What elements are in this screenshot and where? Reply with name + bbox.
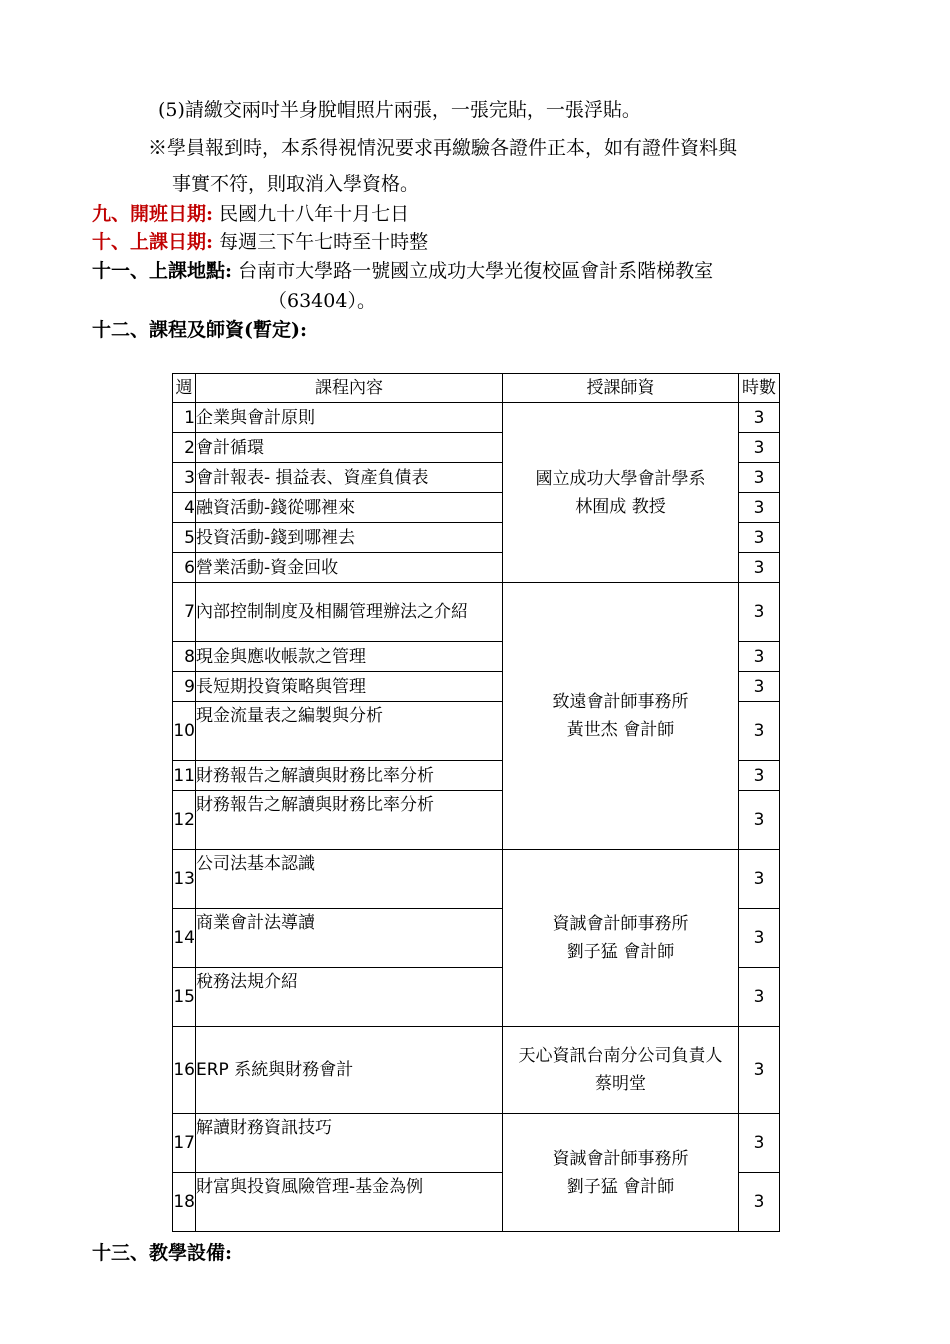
content-cell: 會計報表- 損益表、資產負債表 <box>196 463 503 493</box>
content-cell: 內部控制制度及相關管理辦法之介紹 <box>196 583 503 642</box>
week-cell: 7 <box>173 583 196 642</box>
week-cell: 8 <box>173 642 196 672</box>
week-cell: 12 <box>173 791 196 850</box>
teacher-org: 資誠會計師事務所 <box>552 914 689 934</box>
hours-cell: 3 <box>739 1173 780 1232</box>
hours-cell: 3 <box>739 761 780 791</box>
content-cell: 公司法基本認識 <box>196 850 503 909</box>
week-cell: 13 <box>173 850 196 909</box>
section-11-label: 十一、上課地點: <box>92 260 233 282</box>
section-11-value-line1: 台南市大學路一號國立成功大學光復校區會計系階梯教室 <box>238 260 714 282</box>
content-cell: 融資活動-錢從哪裡來 <box>196 493 503 523</box>
content-cell: 投資活動-錢到哪裡去 <box>196 523 503 553</box>
teacher-cell <box>503 403 739 583</box>
week-cell: 9 <box>173 672 196 702</box>
hours-cell: 3 <box>739 702 780 761</box>
header-content: 課程內容 <box>196 374 503 403</box>
content-cell: 財務報告之解讀與財務比率分析 <box>196 761 503 791</box>
table-row <box>173 583 780 642</box>
table-row <box>173 850 780 909</box>
section-10 <box>92 230 428 254</box>
content-cell: 稅務法規介紹 <box>196 968 503 1027</box>
teacher-name: 黃世杰 會計師 <box>566 720 675 740</box>
content-cell: 財富與投資風險管理-基金為例 <box>196 1173 503 1232</box>
table-header-row <box>173 374 780 403</box>
section-11 <box>92 259 713 283</box>
hours-cell: 3 <box>739 463 780 493</box>
hours-cell: 3 <box>739 583 780 642</box>
section-12-label: 十二、課程及師資(暫定): <box>92 319 307 341</box>
hours-cell: 3 <box>739 493 780 523</box>
hours-cell: 3 <box>739 909 780 968</box>
week-cell: 2 <box>173 433 196 463</box>
hours-cell: 3 <box>739 553 780 583</box>
teacher-cell <box>503 583 739 850</box>
content-cell: 企業與會計原則 <box>196 403 503 433</box>
section-13-label: 十三、教學設備: <box>92 1242 233 1264</box>
content-cell: 會計循環 <box>196 433 503 463</box>
course-table <box>172 373 780 1232</box>
content-cell: 商業會計法導讀 <box>196 909 503 968</box>
section-9-label: 九、開班日期: <box>92 203 214 225</box>
hours-cell: 3 <box>739 791 780 850</box>
content-cell: 財務報告之解讀與財務比率分析 <box>196 791 503 850</box>
note-remark-line2: 事實不符，則取消入學資格。 <box>172 173 420 195</box>
hours-cell: 3 <box>739 523 780 553</box>
hours-cell: 3 <box>739 968 780 1027</box>
teacher-name: 蔡明堂 <box>595 1074 646 1094</box>
teacher-cell <box>503 850 739 1027</box>
week-cell: 5 <box>173 523 196 553</box>
week-cell: 6 <box>173 553 196 583</box>
table-row <box>173 1027 780 1114</box>
hours-cell: 3 <box>739 1114 780 1173</box>
section-11-value-line2: （63404）。 <box>268 290 376 312</box>
teacher-org: 國立成功大學會計學系 <box>535 468 706 489</box>
teacher-name: 劉子猛 會計師 <box>566 942 675 962</box>
week-cell: 3 <box>173 463 196 493</box>
hours-cell: 3 <box>739 672 780 702</box>
teacher-cell <box>503 1027 739 1114</box>
teacher-name: 林囿成 教授 <box>575 496 666 517</box>
hours-cell: 3 <box>739 1027 780 1114</box>
section-9 <box>92 202 409 226</box>
hours-cell: 3 <box>739 642 780 672</box>
week-cell: 17 <box>173 1114 196 1173</box>
note-item-5: (5)請繳交兩吋半身脫帽照片兩張，一張完貼，一張浮貼。 <box>158 99 641 121</box>
header-hours: 時數 <box>739 374 780 403</box>
week-cell: 10 <box>173 702 196 761</box>
hours-cell: 3 <box>739 433 780 463</box>
week-cell: 18 <box>173 1173 196 1232</box>
header-week: 週 <box>173 374 196 403</box>
week-cell: 14 <box>173 909 196 968</box>
week-cell: 15 <box>173 968 196 1027</box>
content-cell: 解讀財務資訊技巧 <box>196 1114 503 1173</box>
content-cell: 長短期投資策略與管理 <box>196 672 503 702</box>
week-cell: 1 <box>173 403 196 433</box>
note-remark-line1: ※學員報到時，本系得視情況要求再繳驗各證件正本，如有證件資料與 <box>148 137 738 159</box>
content-cell: 現金流量表之編製與分析 <box>196 702 503 761</box>
header-teacher: 授課師資 <box>503 374 739 403</box>
teacher-org: 天心資訊台南分公司負責人 <box>518 1046 723 1066</box>
content-cell: 現金與應收帳款之管理 <box>196 642 503 672</box>
table-row <box>173 1114 780 1173</box>
teacher-org: 致遠會計師事務所 <box>552 692 689 712</box>
section-9-value: 民國九十八年十月七日 <box>219 203 410 225</box>
section-10-value: 每週三下午七時至十時整 <box>219 231 429 253</box>
teacher-org: 資誠會計師事務所 <box>552 1148 689 1169</box>
table-row <box>173 403 780 433</box>
week-cell: 11 <box>173 761 196 791</box>
section-10-label: 十、上課日期: <box>92 231 214 253</box>
week-cell: 16 <box>173 1027 196 1114</box>
teacher-cell <box>503 1114 739 1232</box>
week-cell: 4 <box>173 493 196 523</box>
hours-cell: 3 <box>739 403 780 433</box>
teacher-name: 劉子猛 會計師 <box>566 1176 675 1197</box>
content-cell: ERP 系統與財務會計 <box>196 1027 503 1114</box>
content-cell: 營業活動-資金回收 <box>196 553 503 583</box>
hours-cell: 3 <box>739 850 780 909</box>
